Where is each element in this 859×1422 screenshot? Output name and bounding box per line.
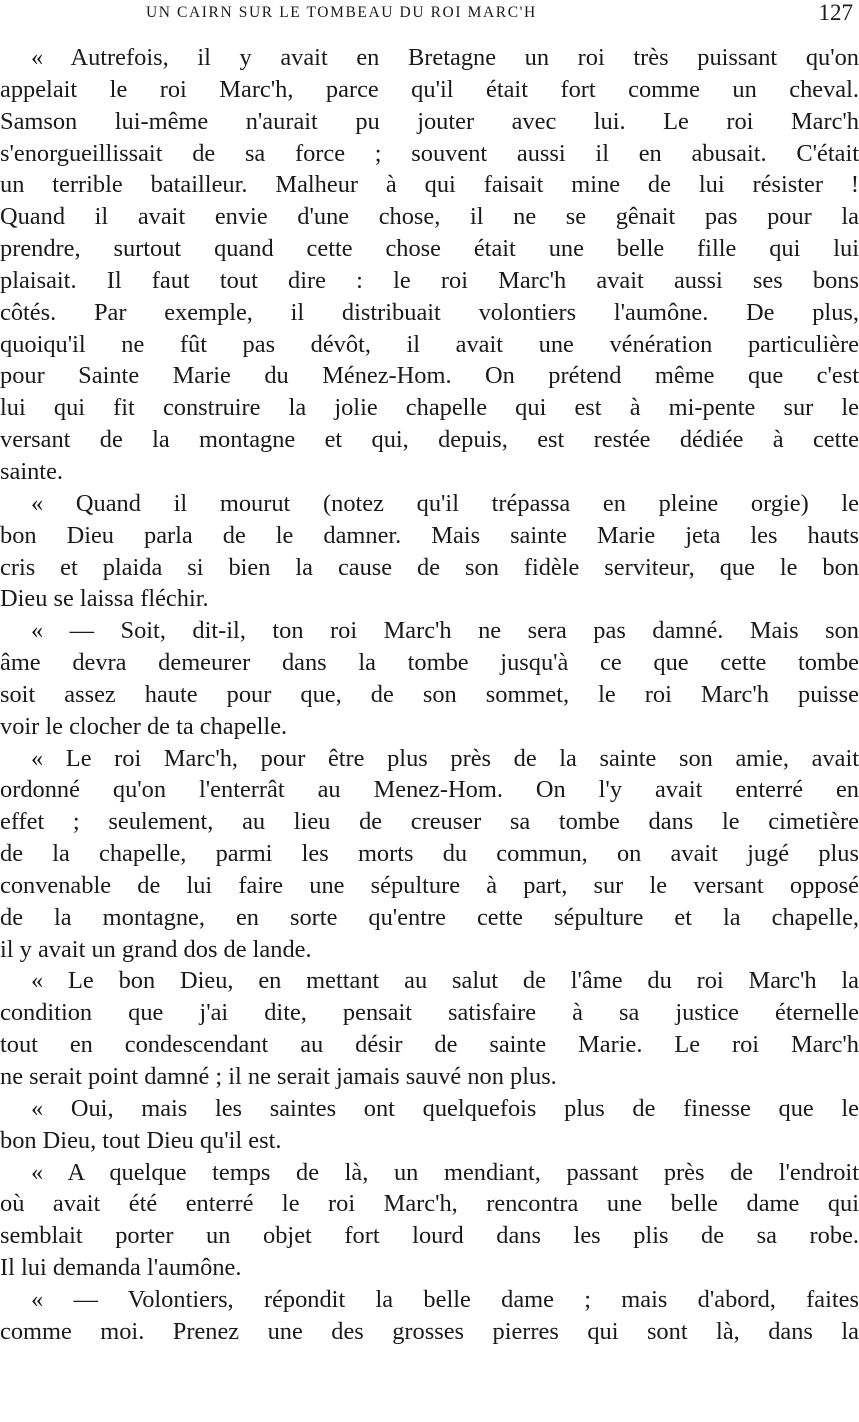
text-line: Samson lui-même n'aurait pu jouter avec lui. Le roi Marc'h: [0, 107, 859, 135]
text-line: « Le roi Marc'h, pour être plus près de la sainte son amie, avait: [31, 744, 859, 772]
text-line: lui qui fit construire la jolie chapelle qui est à mi-pente sur le: [0, 394, 859, 422]
text-line: comme moi. Prenez une des grosses pierres qui sont là, dans la: [0, 1317, 859, 1345]
text-line: âme devra demeurer dans la tombe jusqu'à ce que cette tombe: [0, 649, 859, 677]
text-line: tout en condescendant au désir de sainte Marie. Le roi Marc'h: [0, 1031, 859, 1059]
text-line: voir le clocher de ta chapelle.: [0, 712, 288, 740]
text-line: sainte.: [0, 457, 63, 485]
text-line: ordonné qu'on l'enterrât au Menez-Hom. On l'y avait enterré en: [0, 776, 859, 804]
text-line: semblait porter un objet fort lourd dans les plis de sa robe.: [0, 1222, 859, 1250]
running-head: [0, 0, 859, 30]
text-line: « Quand il mourut (notez qu'il trépassa en pleine orgie) le: [31, 489, 859, 517]
text-line: s'enorgueillissait de sa force ; souvent aussi il en abusait. C'était: [0, 139, 859, 167]
text-line: soit assez haute pour que, de son sommet, le roi Marc'h puisse: [0, 680, 859, 708]
text-line: ne serait point damné ; il ne serait jamais sauvé non plus.: [0, 1063, 557, 1090]
text-line: condition que j'ai dite, pensait satisfaire à sa justice éternelle: [0, 999, 859, 1027]
text-line: il y avait un grand dos de lande.: [0, 935, 312, 963]
text-line: « Oui, mais les saintes ont quelquefois plus de finesse que le: [31, 1094, 859, 1122]
text-line: quoiqu'il ne fût pas dévôt, il avait une vénération particulière: [0, 330, 859, 358]
text-line: côtés. Par exemple, il distribuait volontiers l'aumône. De plus,: [0, 298, 859, 326]
text-line: un terrible batailleur. Malheur à qui faisait mine de lui résister !: [0, 171, 859, 199]
text-line: bon Dieu parla de le damner. Mais sainte Marie jeta les hauts: [0, 521, 859, 549]
text-line: versant de la montagne et qui, depuis, est restée dédiée à cette: [0, 426, 859, 454]
text-line: convenable de lui faire une sépulture à part, sur le versant opposé: [0, 871, 859, 899]
text-line: « Autrefois, il y avait en Bretagne un roi très puissant qu'on: [31, 44, 859, 71]
body-text: [0, 42, 859, 1348]
text-line: Quand il avait envie d'une chose, il ne se gênait pas pour la: [0, 203, 859, 231]
running-title: UN CAIRN SUR LE TOMBEAU DU ROI MARC'H: [146, 4, 537, 21]
text-line: appelait le roi Marc'h, parce qu'il était fort comme un cheval.: [0, 75, 859, 103]
text-line: « — Volontiers, répondit la belle dame ; mais d'abord, faites: [31, 1285, 859, 1313]
text-line: où avait été enterré le roi Marc'h, rencontra une belle dame qui: [0, 1190, 859, 1218]
page-number: 127: [818, 0, 853, 25]
text-line: cris et plaida si bien la cause de son fidèle serviteur, que le bon: [0, 553, 859, 581]
text-line: prendre, surtout quand cette chose était une belle fille qui lui: [0, 235, 859, 263]
text-line: Il lui demanda l'aumône.: [0, 1254, 242, 1282]
text-line: bon Dieu, tout Dieu qu'il est.: [0, 1126, 282, 1154]
text-line: Dieu se laissa fléchir.: [0, 585, 209, 613]
text-line: de la montagne, en sorte qu'entre cette sépulture et la chapelle,: [0, 903, 859, 931]
text-line: plaisait. Il faut tout dire : le roi Marc'h avait aussi ses bons: [0, 266, 859, 294]
text-line: effet ; seulement, au lieu de creuser sa tombe dans le cimetière: [0, 808, 859, 836]
text-line: pour Sainte Marie du Ménez-Hom. On prétend même que c'est: [0, 362, 859, 390]
text-line: de la chapelle, parmi les morts du commun, on avait jugé plus: [0, 840, 859, 868]
text-line: « Le bon Dieu, en mettant au salut de l'âme du roi Marc'h la: [31, 967, 859, 995]
text-line: « A quelque temps de là, un mendiant, passant près de l'endroit: [31, 1158, 859, 1186]
text-line: « — Soit, dit-il, ton roi Marc'h ne sera pas damné. Mais son: [31, 617, 859, 645]
